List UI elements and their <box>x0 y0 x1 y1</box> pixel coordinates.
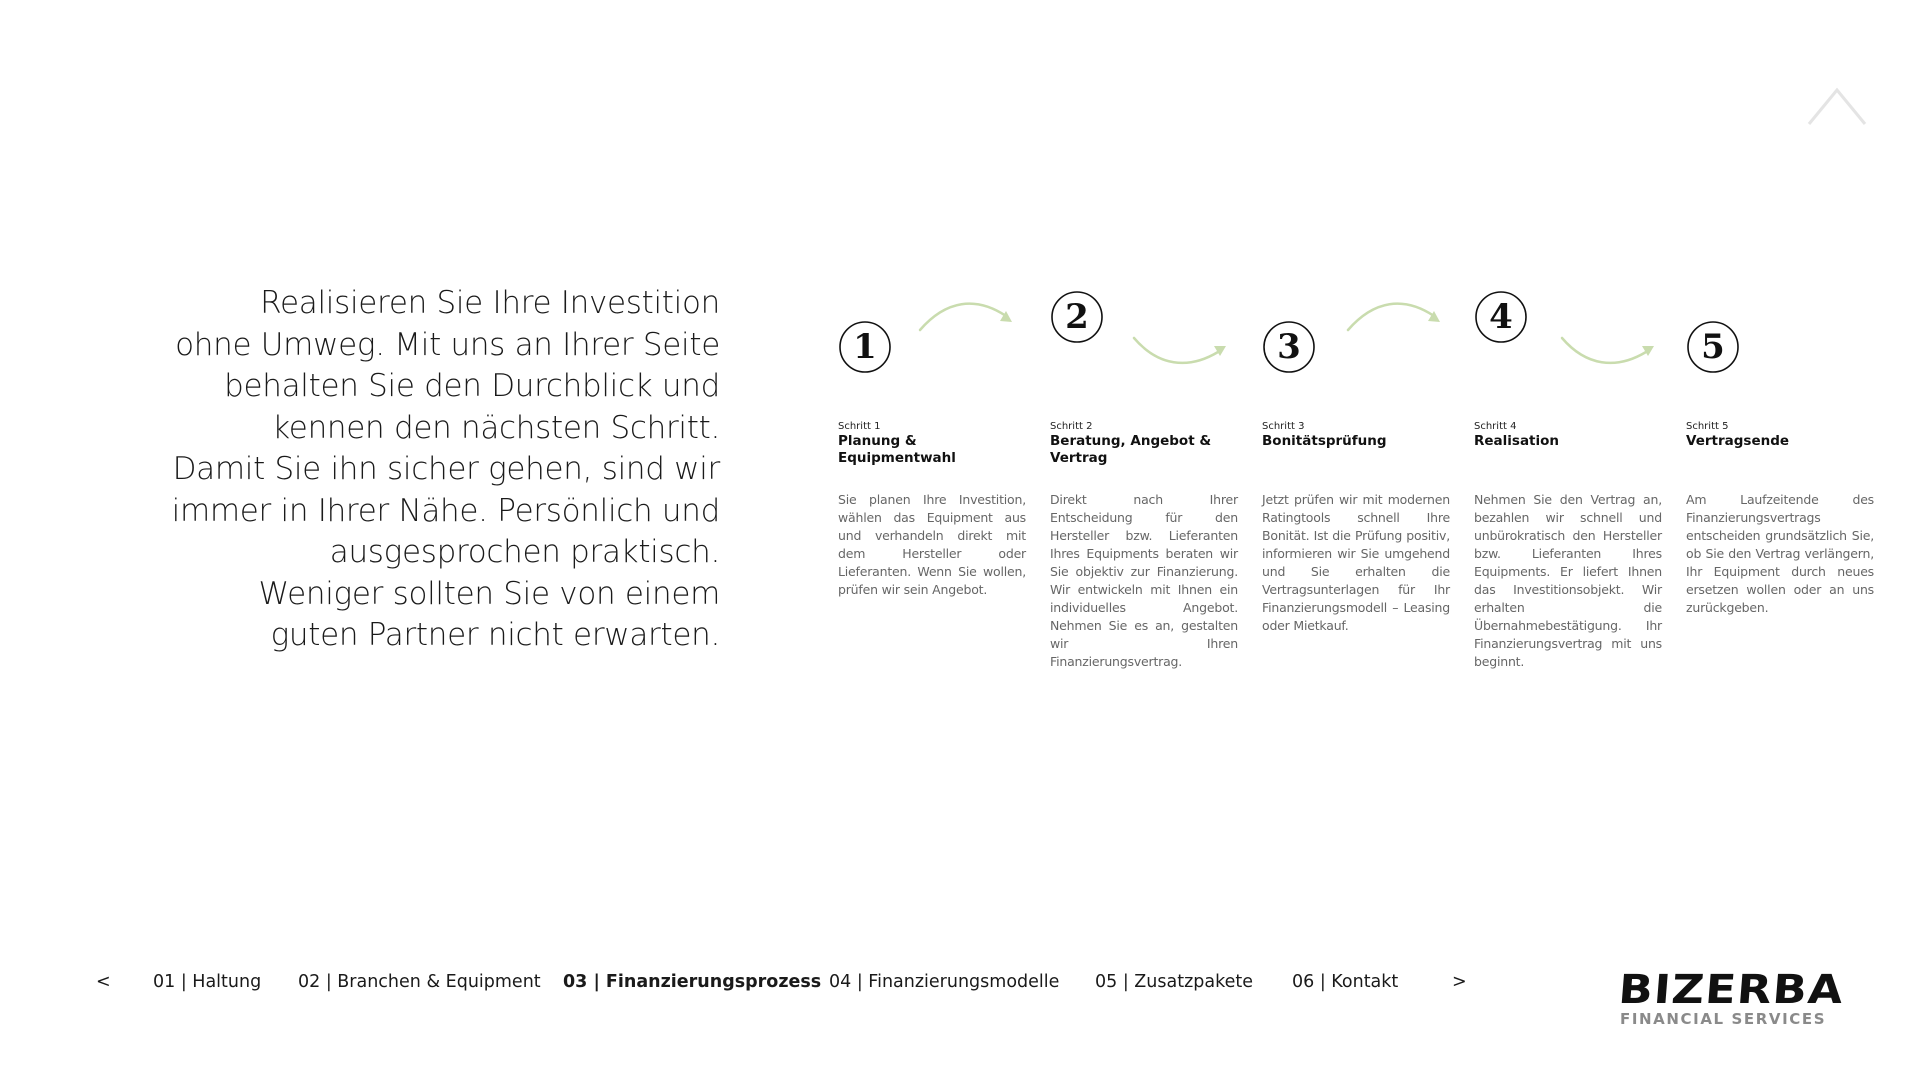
nav-item-haltung[interactable]: 01 | Haltung <box>153 972 262 992</box>
section-nav <box>0 972 1500 1002</box>
step-description: Nehmen Sie den Vertrag an, bezahlen wir schnell und unbürokratisch den Hersteller bzw. Lieferanten Ihres Equipments. Er liefert Ihnen das Investitionsobjekt. Wir erhalten die Übernahmebestätigung. Ihr Finanzierungsvertrag mit uns beginnt. <box>1474 492 1662 669</box>
logo-brand: BIZERBA <box>1616 967 1846 1013</box>
step-description: Am Laufzeitende des Finanzierungsvertrags entscheiden grundsätzlich Sie, ob Sie den Vertrag verlängern, Ihr Equipment durch neues ersetzen wollen oder an uns zurückgeben. <box>1686 492 1874 615</box>
nav-next-button[interactable]: > <box>1452 972 1467 992</box>
step-title: Beratung, Angebot & Vertrag <box>1050 433 1212 466</box>
intro-line: immer in Ihrer Nähe. Persönlich und <box>171 492 720 529</box>
curved-arrow-icon <box>1130 332 1230 372</box>
step-number-badge <box>838 320 892 374</box>
process-steps <box>828 280 1874 680</box>
step-number: 4 <box>1489 297 1513 337</box>
step-number-badge <box>1686 320 1740 374</box>
curved-arrow-icon <box>916 294 1016 334</box>
step-content <box>1050 420 1238 671</box>
step-title: Bonitätsprüfung <box>1262 433 1387 449</box>
step-number: 5 <box>1701 327 1725 367</box>
intro-line: ausgesprochen praktisch. <box>329 534 720 570</box>
intro-line: ohne Umweg. Mit uns an Ihrer Seite <box>175 326 720 363</box>
step-content <box>838 420 1026 599</box>
nav-item-zusatzpakete[interactable]: 05 | Zusatzpakete <box>1095 972 1253 992</box>
nav-item-finanzierungsprozess[interactable]: 03 | Finanzierungsprozess <box>563 972 822 992</box>
intro-line: behalten Sie den Durchblick und <box>224 368 720 404</box>
intro-line: Realisieren Sie Ihre Investition <box>260 285 720 321</box>
step-title: Planung & Equipmentwahl <box>838 433 956 466</box>
step-number-badge <box>1262 320 1316 374</box>
step-title: Realisation <box>1474 433 1560 449</box>
nav-prev-button[interactable]: < <box>96 972 111 992</box>
nav-item-finanzierungsmodelle[interactable]: 04 | Finanzierungsmodelle <box>829 972 1060 992</box>
step-content <box>1686 420 1874 617</box>
curved-arrow-icon <box>1344 294 1444 334</box>
step-number: 1 <box>853 327 877 367</box>
logo-subtitle: FINANCIAL SERVICES <box>1620 1010 1827 1028</box>
bizerba-logo <box>1616 967 1870 1032</box>
step-kicker: Schritt 4 <box>1474 421 1517 432</box>
intro-line: Weniger sollten Sie von einem <box>258 575 720 612</box>
intro-line: kennen den nächsten Schritt. <box>272 409 720 446</box>
step-description: Sie planen Ihre Investition, wählen das Equipment aus und verhandeln direkt mit dem Hersteller oder Lieferanten. Wenn Sie wollen, prüfen wir sein Angebot. <box>838 492 1026 597</box>
step-kicker: Schritt 1 <box>838 421 881 432</box>
chevron-up-icon <box>1807 86 1867 126</box>
step-content <box>1474 420 1662 671</box>
step-content <box>1262 420 1450 635</box>
step-description: Jetzt prüfen wir mit modernen Ratingtools schnell Ihre Bonität. Ist die Prüfung positiv, informieren wir Sie umgehend und Sie erhalten die Vertragsunterlagen für Ihr Finanzierungsmodell – Leasing oder Mietkauf. <box>1262 492 1450 633</box>
step-kicker: Schritt 2 <box>1050 421 1093 432</box>
step-number-badge <box>1050 290 1104 344</box>
step-description: Direkt nach Ihrer Entscheidung für den Hersteller bzw. Lieferanten Ihres Equipments beraten wir Sie objektiv zur Finanzierung. Wir entwickeln mit Ihnen ein individuelles Angebot. Nehmen Sie es an, gestalten wir Ihren Finanzierungsvertrag. <box>1050 492 1238 669</box>
step-number: 3 <box>1277 327 1301 367</box>
nav-item-kontakt[interactable]: 06 | Kontakt <box>1292 972 1399 992</box>
step-number-badge <box>1474 290 1528 344</box>
step-number: 2 <box>1065 297 1089 337</box>
intro-line: Damit Sie ihn sicher gehen, sind wir <box>172 451 720 487</box>
scroll-up-button[interactable] <box>1807 86 1867 126</box>
curved-arrow-icon <box>1558 332 1658 372</box>
nav-item-branchen-equipment[interactable]: 02 | Branchen & Equipment <box>298 972 541 992</box>
step-kicker: Schritt 5 <box>1686 421 1729 432</box>
intro-text <box>150 283 720 657</box>
step-title: Vertragsende <box>1686 433 1790 449</box>
step-kicker: Schritt 3 <box>1262 421 1305 432</box>
intro-line: guten Partner nicht erwarten. <box>270 617 720 653</box>
